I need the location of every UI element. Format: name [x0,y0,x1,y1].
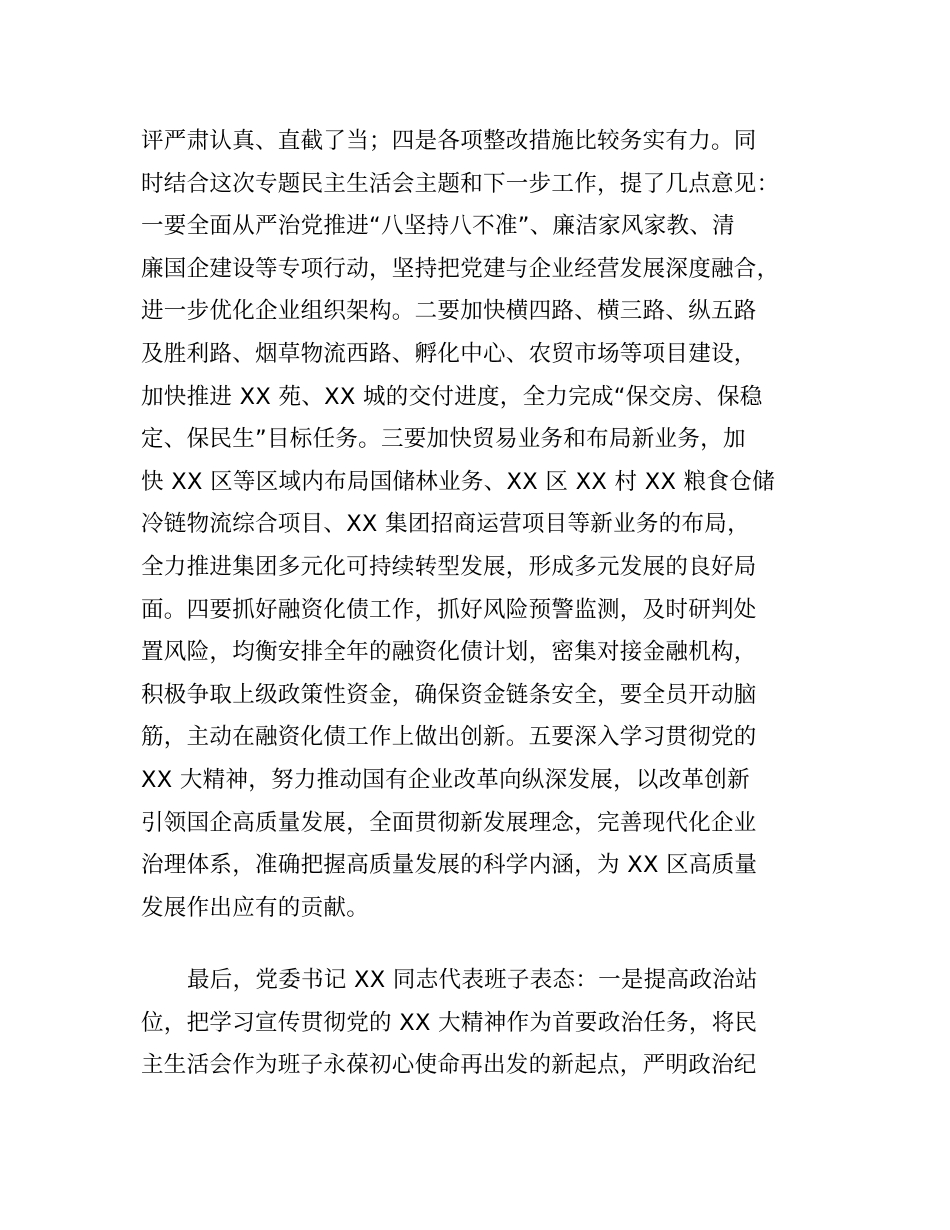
text-line: 发展作出应有的贡献。 [141,894,370,921]
text-line: 一要全面从严治党推进“八坚持八不准”、廉洁家风家教、清 [141,213,735,240]
text-line: 积极争取上级政策性资金，确保资金链条安全，要全员开动脑 [141,681,757,708]
text-line: 最后，党委书记 XX 同志代表班子表态：一是提高政治站 [187,967,758,994]
text-line: 评严肃认真、直截了当；四是各项整改措施比较务实有力。同 [141,128,757,154]
paragraph-continued [141,120,841,929]
text-line: 治理体系，准确把握高质量发展的科学内涵，为 XX 区高质量 [141,852,758,879]
text-line: 位，把学习宣传贯彻党的 XX 大精神作为首要政治任务，将民 [141,1009,758,1036]
document-body [141,120,841,1087]
text-line: 廉国企建设等专项行动，坚持把党建与企业经营发展深度融合， [141,255,780,282]
text-line: 置风险，均衡安排全年的融资化债计划，密集对接金融机构， [141,639,757,666]
text-line: 快 XX 区等区域内布局国储林业务、XX 区 XX 村 XX 粮食仓储 [141,468,775,495]
text-line: 加快推进 XX 苑、XX 城的交付进度，全力完成“保交房、保稳 [141,383,763,410]
paragraph-spacing [141,929,841,959]
text-line: 进一步优化企业组织架构。二要加快横四路、横三路、纵五路 [141,298,757,325]
text-line: 筋，主动在融资化债工作上做出创新。五要深入学习贯彻党的 [141,724,757,751]
paragraph-closing [141,959,841,1087]
text-line: 定、保民生”目标任务。三要加快贸易业务和布局新业务，加 [141,426,746,453]
text-line: XX 大精神，努力推动国有企业改革向纵深发展，以改革创新 [141,766,750,793]
text-line: 时结合这次专题民主生活会主题和下一步工作，提了几点意见： [141,170,780,197]
text-line: 引领国企高质量发展，全面贯彻新发展理念，完善现代化企业 [141,809,757,836]
text-line: 主生活会作为班子永葆初心使命再出发的新起点，严明政治纪 [141,1052,757,1079]
text-line: 全力推进集团多元化可持续转型发展，形成多元发展的良好局 [141,553,757,580]
text-line: 面。四要抓好融资化债工作，抓好风险预警监测，及时研判处 [141,596,757,623]
text-line: 及胜利路、烟草物流西路、孵化中心、农贸市场等项目建设， [141,340,757,367]
text-line: 冷链物流综合项目、XX 集团招商运营项目等新业务的布局， [141,511,750,538]
